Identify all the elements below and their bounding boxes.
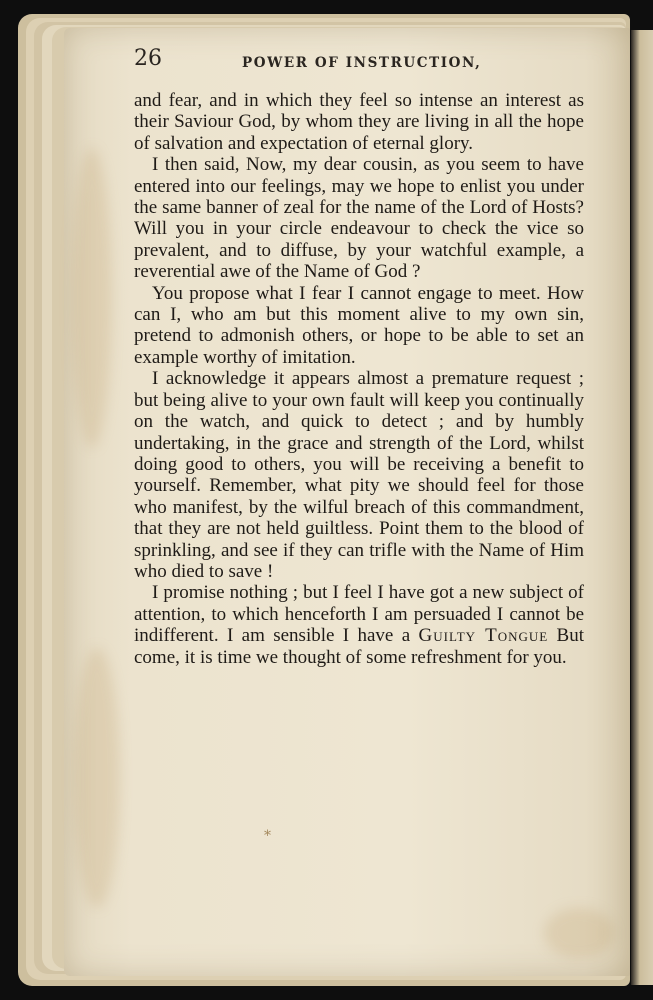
- paragraph: [134, 582, 584, 668]
- paper-stain: [544, 908, 614, 958]
- paper-stain: [72, 148, 112, 448]
- paragraph-text: But come, it is time we thought of some refreshment for you.: [134, 625, 585, 668]
- paragraph-text: I promise nothing ; but I feel I have got a new subject of attention, to which henceforth I am persuaded I cannot be indifferent. I am sensible I have a: [134, 582, 584, 647]
- paragraph: You propose what I fear I cannot engage to meet. How can I, who am but this moment alive to my own sin, pretend to admonish others, or hope to be able to set an example worthy of imitation.: [134, 282, 584, 368]
- page-number: 26: [134, 46, 162, 71]
- paragraph: I then said, Now, my dear cousin, as you seem to have entered into our feelings, may we hope to enlist you under the same banner of zeal for the name of the Lord of Hosts? Will you in your circle endeavour to check the vice so prevalent, and to diffuse, by your watchful example, a reverential awe of the Name of God ?: [134, 154, 584, 283]
- paper-stain: [74, 648, 120, 908]
- book-page: [64, 28, 630, 976]
- body-text: [134, 90, 584, 668]
- ornament-mark: *: [264, 828, 271, 844]
- small-caps-phrase: Guilty Tongue: [418, 625, 549, 647]
- facing-page-stub: [631, 30, 653, 985]
- running-head: POWER OF INSTRUCTION,: [242, 55, 482, 71]
- page-header: [134, 46, 594, 76]
- paragraph: and fear, and in which they feel so intense an interest as their Saviour God, by whom they are living in all the hope of salvation and expectation of eternal glory.: [134, 90, 584, 154]
- paragraph: I acknowledge it appears almost a premature request ; but being alive to your own fault will keep you continually on the watch, and quick to detect ; and by humbly undertaking, in the grace and strength of the Lord, whilst doing good to others, you will be receiving a benefit to yourself. Remember, what pity we should feel for those who manifest, by the wilful breach of this commandment, that they are not held guiltless. Point them to the blood of sprinkling, and see if they can trifle with the Name of Him who died to save !: [134, 368, 584, 582]
